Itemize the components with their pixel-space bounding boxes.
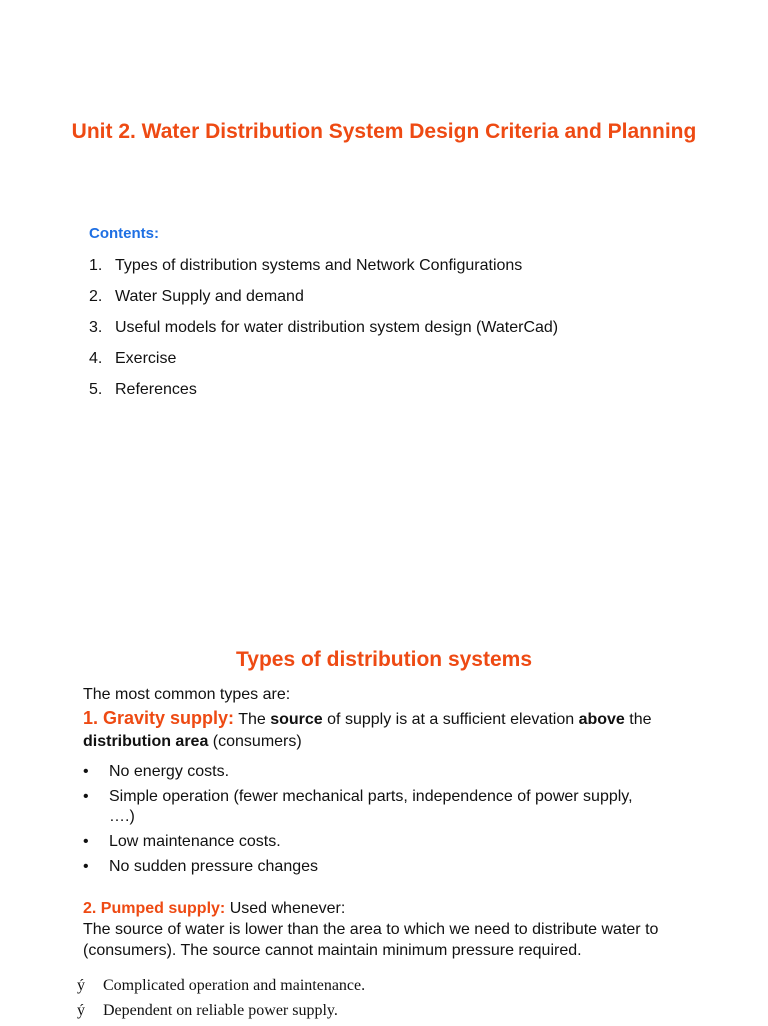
list-item: [77, 976, 365, 996]
item-text: No energy costs.: [109, 763, 230, 780]
bullet-icon: •: [83, 788, 89, 805]
check-mark-icon: ý: [77, 977, 85, 994]
list-item: [89, 255, 558, 286]
gravity-supply-heading: 1. Gravity supply:: [83, 708, 235, 728]
item-number: 3.: [89, 319, 103, 336]
list-item: [89, 317, 558, 348]
item-text: Water Supply and demand: [115, 288, 304, 305]
item-text: Dependent on reliable power supply.: [103, 1002, 338, 1019]
item-text: Types of distribution systems and Network Configurations: [115, 257, 523, 274]
bullet-icon: •: [83, 763, 89, 780]
check-mark-icon: ý: [77, 1002, 85, 1019]
list-item: [83, 832, 643, 852]
bullet-icon: •: [83, 833, 89, 850]
item-text: Simple operation (fewer mechanical parts, independence of power supply, ….): [109, 788, 633, 825]
contents-list: [89, 255, 558, 410]
text-run: of supply is at a sufficient elevation: [322, 711, 579, 728]
bullet-icon: •: [83, 858, 89, 875]
pumped-supply-heading: 2. Pumped supply:: [83, 900, 226, 917]
page-title: Unit 2. Water Distribution System Design Criteria and Planning: [71, 120, 697, 143]
list-item: [83, 787, 643, 827]
text-run: The: [234, 711, 271, 728]
list-item: [89, 286, 558, 317]
item-number: 4.: [89, 350, 103, 367]
text-run: the: [624, 711, 652, 728]
item-text: Useful models for water distribution system design (WaterCad): [115, 319, 559, 336]
text-run: (consumers): [208, 733, 302, 750]
text-run: Used whenever:: [225, 900, 346, 917]
intro-text: The most common types are:: [83, 686, 291, 703]
list-item: [83, 857, 643, 877]
item-number: 5.: [89, 381, 103, 398]
gravity-supply-paragraph: [83, 707, 723, 753]
item-text: No sudden pressure changes: [109, 858, 319, 875]
list-item: [89, 379, 558, 410]
item-number: 1.: [89, 257, 103, 274]
contents-label: Contents:: [89, 225, 159, 242]
bold-run: above: [578, 711, 625, 728]
pumped-supply-paragraph: [83, 898, 723, 961]
list-item: [83, 762, 643, 782]
section-title: Types of distribution systems: [236, 648, 532, 671]
bold-run: distribution area: [83, 733, 209, 750]
item-text: Low maintenance costs.: [109, 833, 281, 850]
gravity-advantages-list: [83, 762, 643, 882]
item-text: References: [115, 381, 197, 398]
list-item: [77, 1001, 365, 1021]
bold-run: source: [270, 711, 323, 728]
item-text: Complicated operation and maintenance.: [103, 977, 366, 994]
item-text: Exercise: [115, 350, 177, 367]
pumped-disadvantages-list: [77, 976, 365, 1026]
item-number: 2.: [89, 288, 103, 305]
list-item: [89, 348, 558, 379]
pumped-supply-body: The source of water is lower than the area to which we need to distribute water to (consumers). The source cannot maintain minimum pressure required.: [83, 921, 659, 959]
